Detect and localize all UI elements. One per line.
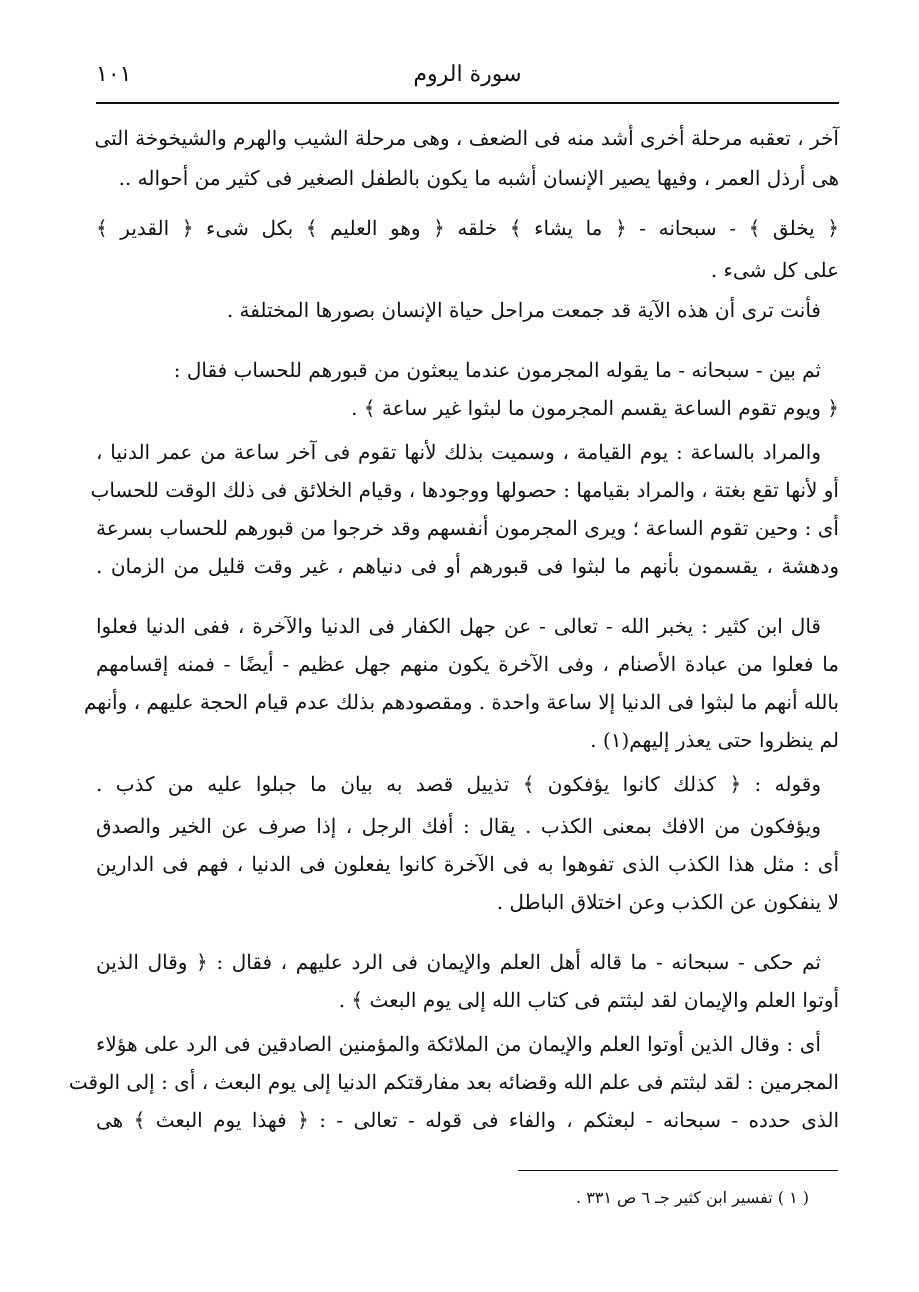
text-line: ودهشة ، يقسمون بأنهم ما لبثوا فى قبورهم أو فى دنياهم ، غير وقت قليل من الزمان . [96,554,840,578]
footnote: ( ١ ) تفسير ابن كثير جـ ٦ ص ٣٣١ . [576,1188,809,1207]
page-header [96,58,839,98]
text-line: والمراد بالساعة : يوم القيامة ، وسميت بذلك لأنها تقوم فى آخر ساعة من عمر الدنيا ، [96,440,821,464]
page-number: ١٠١ [96,62,132,87]
text-line: وقوله : ﴿ كذلك كانوا يؤفكون ﴾ تذييل قصد به بيان ما جبلوا عليه من كذب . [96,772,821,796]
text-line: لم ينظروا حتى يعذر إليهم(١) . [590,728,839,752]
text-line: المجرمين : لقد لبثتم فى علم الله وقضائه بعد مفارقتكم الدنيا إلى يوم البعث ، أى : إلى الوقت [68,1070,839,1094]
footnote-rule [518,1170,838,1171]
text-line: آخر ، تعقبه مرحلة أخرى أشد منه فى الضعف ، وهى مرحلة الشيب والهرم والشيخوخة التى [94,126,839,150]
text-line: ويؤفكون من الافك بمعنى الكذب . يقال : أفك الرجل ، إذا صرف عن الخير والصدق [96,814,821,838]
text-line: أى : وحين تقوم الساعة ؛ ويرى المجرمون أنفسهم وقد خرجوا من قبورهم للحساب بسرعة [96,516,839,540]
text-line: أو لأنها تقع بغتة ، والمراد بقيامها : حصولها ووجودها ، وقيام الخلائق فى ذلك الوقت للحساب [90,478,839,502]
text-line: أوتوا العلم والإيمان لقد لبثتم فى كتاب الله إلى يوم البعث ﴾ . [338,988,839,1012]
text-line: لا ينفكون عن الكذب وعن اختلاق الباطل . [496,890,839,914]
text-line: الذى حدده - سبحانه - لبعثكم ، والفاء فى قوله - تعالى - : ﴿ فهذا يوم البعث ﴾ هى [96,1108,839,1132]
text-line: ما فعلوا من عبادة الأصنام ، وفى الآخرة يكون منهم جهل عظيم - أيضًا - فمنه إقسامهم [96,652,839,676]
text-line: أى : مثل هذا الكذب الذى تفوهوا به فى الآخرة كانوا يفعلون فى الدنيا ، فهم فى الدارين [96,852,839,876]
text-line: ثم حكى - سبحانه - ما قاله أهل العلم والإيمان فى الرد عليهم ، فقال : ﴿ وقال الذين [96,950,821,974]
text-line: ﴿ ويوم تقوم الساعة يقسم المجرمون ما لبثوا غير ساعة ﴾ . [351,396,839,420]
header-rule [96,102,839,104]
text-line: بالله أنهم ما لبثوا فى الدنيا إلا ساعة واحدة . ومقصودهم بذلك عدم قيام الحجة عليهم ، وأنهم [83,690,839,714]
text-line: ثم بين - سبحانه - ما يقوله المجرمون عندما يبعثون من قبورهم للحساب فقال : [173,358,821,382]
text-line: على كل شىء . [710,258,839,282]
text-line: ﴿ يخلق ﴾ - سبحانه - ﴿ ما يشاء ﴾ خلقه ﴿ وهو العليم ﴾ بكل شىء ﴿ القدير ﴾ [96,216,839,240]
text-line: هى أرذل العمر ، وفيها يصير الإنسان أشبه ما يكون بالطفل الصغير فى كثير من أحواله .. [118,166,839,190]
surah-title: سورة الروم [413,62,522,87]
text-line: قال ابن كثير : يخبر الله - تعالى - عن جهل الكفار فى الدنيا والآخرة ، ففى الدنيا فعلوا [96,614,821,638]
text-line: أى : وقال الذين أوتوا العلم والإيمان من الملائكة والمؤمنين الصادقين فى الرد على هؤلاء [96,1032,821,1056]
text-line: فأنت ترى أن هذه الآية قد جمعت مراحل حياة الإنسان بصورها المختلفة . [226,298,821,322]
